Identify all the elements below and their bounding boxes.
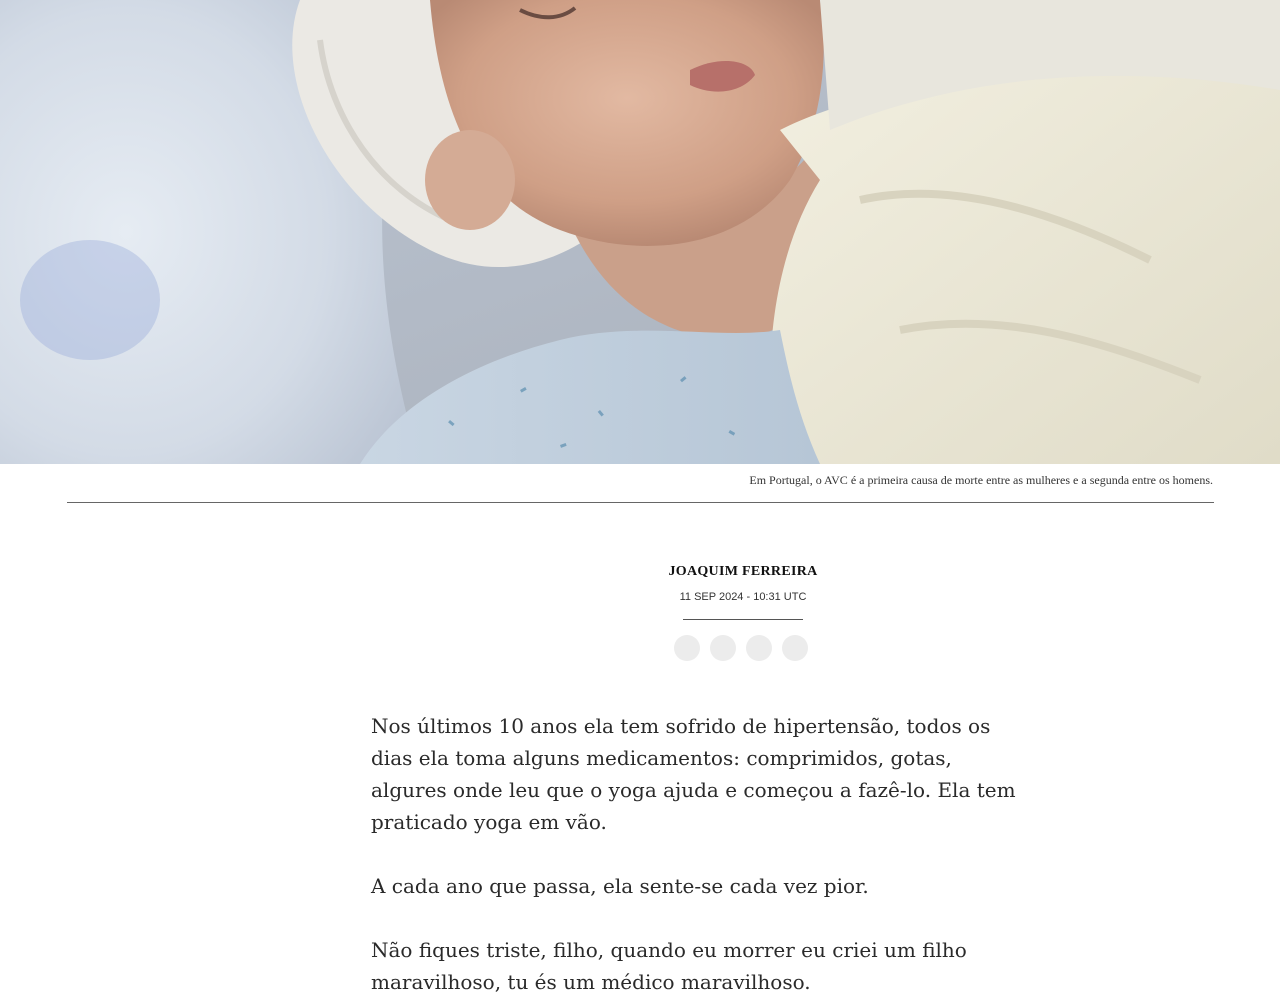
share-buttons: [674, 635, 808, 661]
hero-photo-illustration: [0, 0, 1280, 464]
share-button-2[interactable]: [710, 635, 736, 661]
image-caption: Em Portugal, o AVC é a primeira causa de morte entre as mulheres e a segunda entre os homens.: [749, 473, 1213, 487]
article-paragraph: A cada ano que passa, ela sente-se cada vez pior.: [371, 874, 869, 898]
article-paragraph: Nos últimos 10 anos ela tem sofrido de hipertensão, todos os dias ela toma alguns medicamentos: comprimidos, gotas, algures onde leu que o yoga ajuda e começou a fazê-lo. Ela tem praticado yoga em vão.: [371, 714, 1016, 834]
byline-divider: [683, 619, 803, 620]
hero-image: [0, 0, 1280, 464]
article-paragraph: Não fiques triste, filho, quando eu morrer eu criei um filho maravilhoso, tu és um médico maravilhoso.: [371, 938, 967, 994]
share-button-3[interactable]: [746, 635, 772, 661]
caption-divider: [67, 502, 1214, 503]
share-button-4[interactable]: [782, 635, 808, 661]
article-body: [371, 710, 1021, 1000]
publish-date: 11 SEP 2024 - 10:31 UTC: [679, 591, 807, 603]
author-name[interactable]: JOAQUIM FERREIRA: [668, 564, 818, 579]
share-button-1[interactable]: [674, 635, 700, 661]
